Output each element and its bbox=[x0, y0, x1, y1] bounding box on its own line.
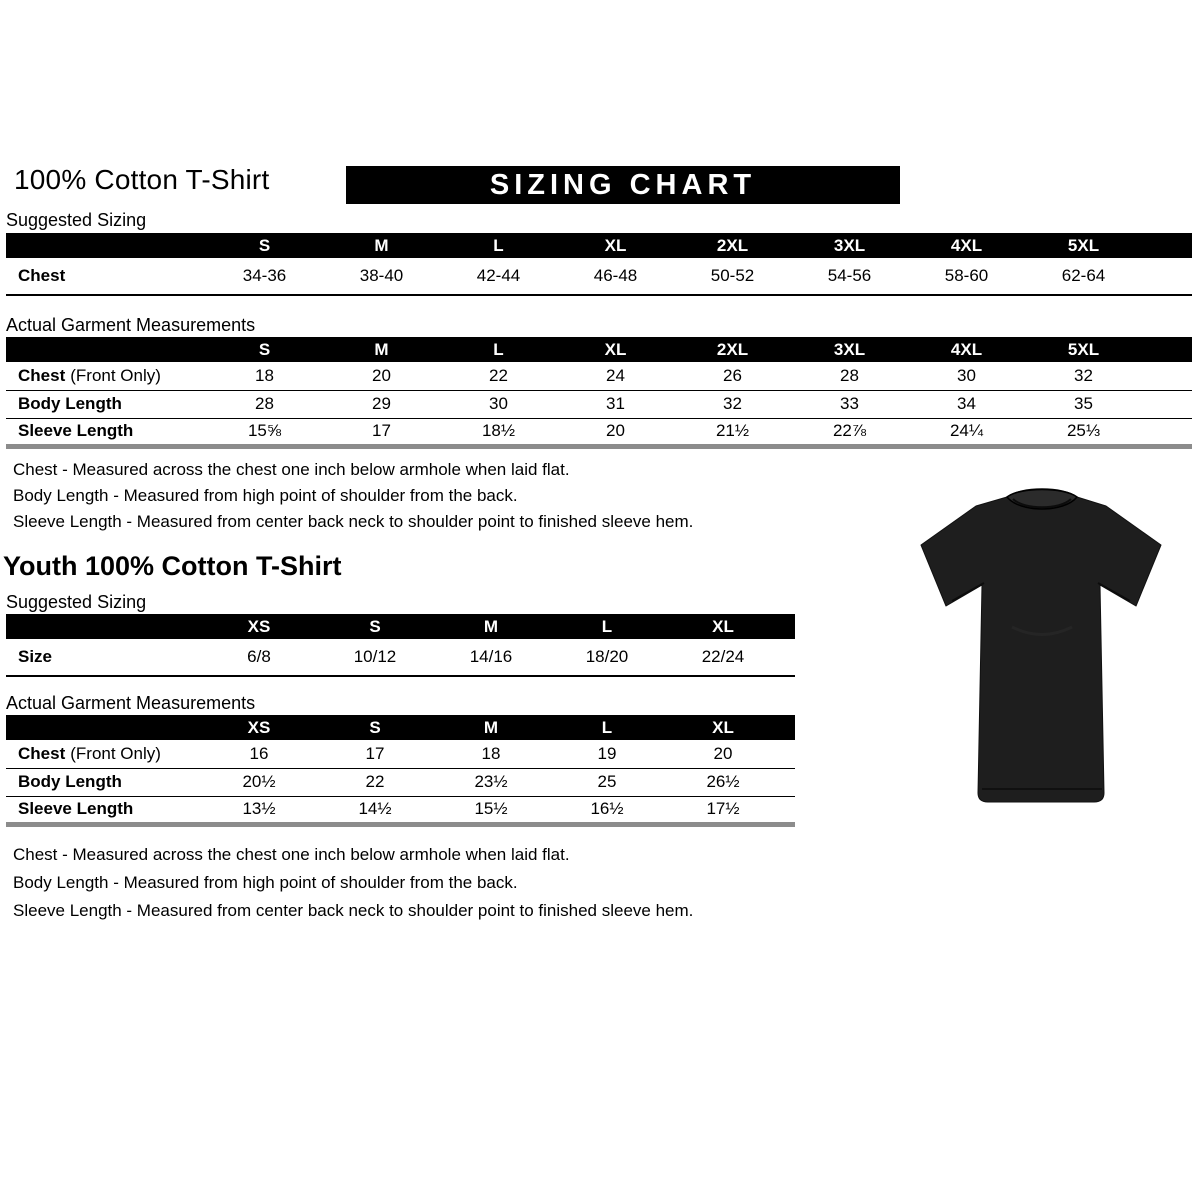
cell-value: 18½ bbox=[440, 418, 557, 446]
size-col-header: S bbox=[206, 233, 323, 258]
cell-value: 20½ bbox=[201, 768, 317, 796]
adult-suggested-header-row bbox=[6, 233, 1192, 258]
cell-value: 16 bbox=[201, 740, 317, 768]
row-label bbox=[6, 418, 206, 446]
cell-value: 28 bbox=[791, 362, 908, 390]
cell-value: 17 bbox=[317, 740, 433, 768]
cell-value: 26½ bbox=[665, 768, 781, 796]
cell-value: 30 bbox=[440, 390, 557, 418]
size-col-header: L bbox=[549, 715, 665, 740]
table-row bbox=[6, 740, 795, 768]
size-col-header: 3XL bbox=[791, 233, 908, 258]
cell-value: 22 bbox=[440, 362, 557, 390]
adult-notes bbox=[13, 457, 693, 535]
cell-value: 32 bbox=[1025, 362, 1142, 390]
cell-value: 16½ bbox=[549, 796, 665, 824]
row-label bbox=[6, 796, 201, 824]
filler-cell bbox=[781, 796, 795, 824]
cell-value: 20 bbox=[323, 362, 440, 390]
size-col-header: L bbox=[440, 233, 557, 258]
table-row bbox=[6, 362, 1192, 390]
row-label-note: (Front Only) bbox=[70, 743, 161, 763]
cell-value: 14½ bbox=[317, 796, 433, 824]
cell-value: 18 bbox=[433, 740, 549, 768]
table-row bbox=[6, 258, 1192, 295]
row-label bbox=[6, 639, 201, 676]
cell-value: 26 bbox=[674, 362, 791, 390]
youth-actual-table bbox=[6, 715, 795, 827]
note-chest: Chest - Measured across the chest one inch below armhole when laid flat. bbox=[13, 460, 570, 479]
adult-actual-header-row bbox=[6, 337, 1192, 362]
size-col-header: M bbox=[433, 715, 549, 740]
size-col-header: XL bbox=[557, 233, 674, 258]
filler-cell bbox=[781, 639, 795, 676]
note-sleeve-length: Sleeve Length - Measured from center back neck to shoulder point to finished sleeve hem. bbox=[13, 512, 694, 531]
cell-value: 15⅝ bbox=[206, 418, 323, 446]
filler-cell bbox=[781, 715, 795, 740]
size-col-header: 3XL bbox=[791, 337, 908, 362]
sizing-chart-banner-label: SIZING CHART bbox=[489, 168, 757, 201]
adult-actual-heading: Actual Garment Measurements bbox=[6, 315, 256, 335]
filler-cell bbox=[1142, 418, 1192, 446]
adult-suggested-table bbox=[6, 233, 1192, 296]
cell-value: 30 bbox=[908, 362, 1025, 390]
cell-value: 17½ bbox=[665, 796, 781, 824]
cell-value: 50-52 bbox=[674, 258, 791, 295]
table-row bbox=[6, 796, 795, 824]
size-col-header: L bbox=[440, 337, 557, 362]
sizing-chart-banner bbox=[346, 166, 900, 204]
filler-cell bbox=[1142, 337, 1192, 362]
adult-suggested-heading: Suggested Sizing bbox=[6, 210, 147, 230]
cell-value: 46-48 bbox=[557, 258, 674, 295]
row-label-text: Chest bbox=[18, 743, 66, 763]
cell-value: 21½ bbox=[674, 418, 791, 446]
table-row bbox=[6, 390, 1192, 418]
row-label bbox=[6, 768, 201, 796]
row-label-note: (Front Only) bbox=[70, 365, 161, 385]
youth-suggested-table bbox=[6, 614, 795, 677]
cell-value: 25⅓ bbox=[1025, 418, 1142, 446]
cell-value: 20 bbox=[665, 740, 781, 768]
cell-value: 22 bbox=[317, 768, 433, 796]
cell-value: 32 bbox=[674, 390, 791, 418]
size-col-header: M bbox=[433, 614, 549, 639]
youth-actual-heading: Actual Garment Measurements bbox=[6, 693, 256, 713]
size-col-header: XL bbox=[557, 337, 674, 362]
cell-value: 20 bbox=[557, 418, 674, 446]
cell-value: 6/8 bbox=[201, 639, 317, 676]
size-col-header: XL bbox=[665, 614, 781, 639]
row-label-text: Sleeve Length bbox=[18, 421, 134, 440]
cell-value: 10/12 bbox=[317, 639, 433, 676]
youth-actual-header-row bbox=[6, 715, 795, 740]
corner-cell bbox=[6, 233, 206, 258]
youth-notes bbox=[13, 841, 693, 925]
size-col-header: L bbox=[549, 614, 665, 639]
filler-cell bbox=[781, 614, 795, 639]
size-col-header: M bbox=[323, 337, 440, 362]
tshirt-body bbox=[921, 489, 1161, 802]
note-sleeve-length: Sleeve Length - Measured from center back neck to shoulder point to finished sleeve hem. bbox=[13, 901, 694, 920]
note-chest: Chest - Measured across the chest one inch below armhole when laid flat. bbox=[13, 845, 570, 864]
row-label-text: Chest bbox=[18, 365, 66, 385]
cell-value: 22⅞ bbox=[791, 418, 908, 446]
cell-value: 24¼ bbox=[908, 418, 1025, 446]
table-row bbox=[6, 639, 795, 676]
cell-value: 34 bbox=[908, 390, 1025, 418]
page-title: 100% Cotton T-Shirt bbox=[14, 164, 270, 195]
row-label bbox=[6, 258, 206, 295]
size-col-header: 2XL bbox=[674, 337, 791, 362]
cell-value: 62-64 bbox=[1025, 258, 1142, 295]
corner-cell bbox=[6, 614, 201, 639]
row-label bbox=[6, 390, 206, 418]
cell-value: 22/24 bbox=[665, 639, 781, 676]
note-body-length: Body Length - Measured from high point of shoulder from the back. bbox=[13, 873, 518, 892]
cell-value: 29 bbox=[323, 390, 440, 418]
row-label-text: Sleeve Length bbox=[18, 799, 134, 818]
cell-value: 24 bbox=[557, 362, 674, 390]
note-body-length: Body Length - Measured from high point of shoulder from the back. bbox=[13, 486, 518, 505]
cell-value: 18 bbox=[206, 362, 323, 390]
cell-value: 14/16 bbox=[433, 639, 549, 676]
cell-value: 23½ bbox=[433, 768, 549, 796]
cell-value: 15½ bbox=[433, 796, 549, 824]
row-label bbox=[6, 740, 201, 768]
filler-cell bbox=[1142, 362, 1192, 390]
size-col-header: XS bbox=[201, 715, 317, 740]
cell-value: 13½ bbox=[201, 796, 317, 824]
size-col-header: M bbox=[323, 233, 440, 258]
filler-cell bbox=[781, 740, 795, 768]
size-col-header: S bbox=[206, 337, 323, 362]
cell-value: 54-56 bbox=[791, 258, 908, 295]
size-col-header: 4XL bbox=[908, 337, 1025, 362]
cell-value: 31 bbox=[557, 390, 674, 418]
row-label bbox=[6, 362, 206, 390]
adult-actual-table bbox=[6, 337, 1192, 449]
cell-value: 18/20 bbox=[549, 639, 665, 676]
filler-cell bbox=[1142, 390, 1192, 418]
row-label-text: Size bbox=[18, 647, 53, 666]
filler-cell bbox=[781, 768, 795, 796]
youth-title: Youth 100% Cotton T-Shirt bbox=[3, 551, 342, 581]
cell-value: 25 bbox=[549, 768, 665, 796]
size-col-header: 2XL bbox=[674, 233, 791, 258]
cell-value: 35 bbox=[1025, 390, 1142, 418]
youth-suggested-header-row bbox=[6, 614, 795, 639]
size-col-header: XL bbox=[665, 715, 781, 740]
cell-value: 42-44 bbox=[440, 258, 557, 295]
cell-value: 38-40 bbox=[323, 258, 440, 295]
size-col-header: 5XL bbox=[1025, 337, 1142, 362]
cell-value: 33 bbox=[791, 390, 908, 418]
size-col-header: XS bbox=[201, 614, 317, 639]
size-col-header: 4XL bbox=[908, 233, 1025, 258]
corner-cell bbox=[6, 715, 201, 740]
youth-suggested-heading: Suggested Sizing bbox=[6, 592, 147, 612]
size-col-header: S bbox=[317, 614, 433, 639]
row-label-text: Chest bbox=[18, 266, 66, 285]
filler-cell bbox=[1142, 233, 1192, 258]
cell-value: 28 bbox=[206, 390, 323, 418]
table-row bbox=[6, 418, 1192, 446]
filler-cell bbox=[1142, 258, 1192, 295]
tshirt-image bbox=[892, 477, 1192, 817]
row-label-text: Body Length bbox=[18, 394, 122, 413]
size-col-header: 5XL bbox=[1025, 233, 1142, 258]
cell-value: 17 bbox=[323, 418, 440, 446]
cell-value: 19 bbox=[549, 740, 665, 768]
table-row bbox=[6, 768, 795, 796]
corner-cell bbox=[6, 337, 206, 362]
size-col-header: S bbox=[317, 715, 433, 740]
cell-value: 34-36 bbox=[206, 258, 323, 295]
row-label-text: Body Length bbox=[18, 772, 122, 791]
cell-value: 58-60 bbox=[908, 258, 1025, 295]
